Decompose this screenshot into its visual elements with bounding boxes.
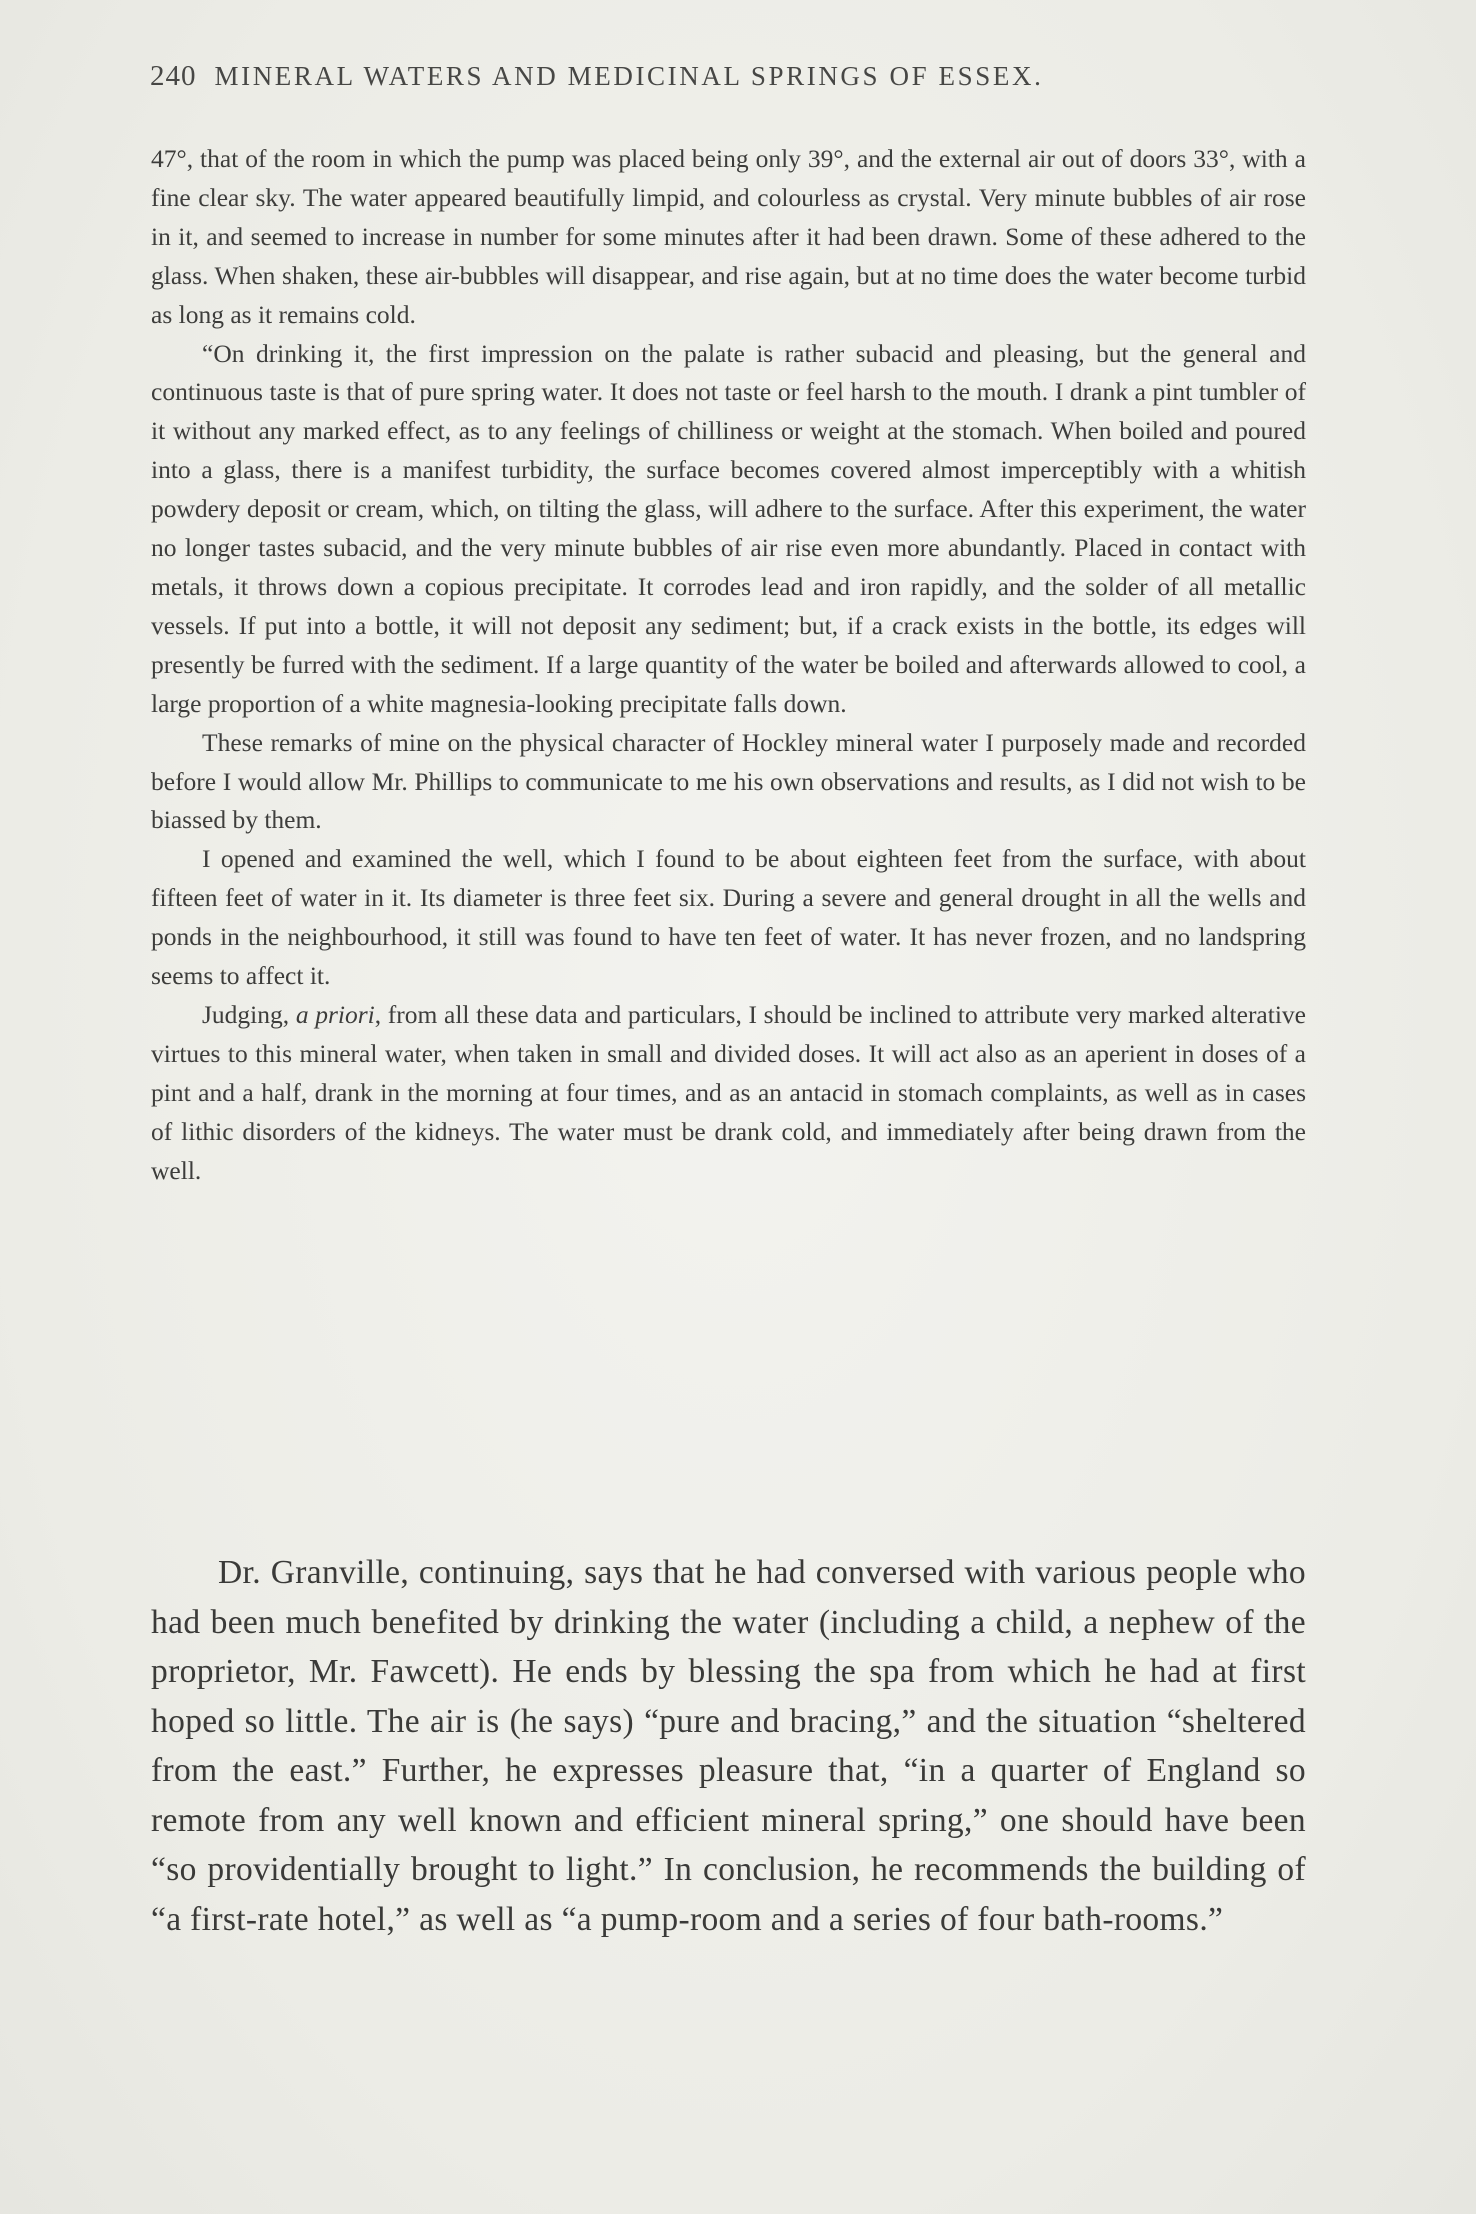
main-paragraph-1: Dr. Granville, continuing, says that he had conversed with various people who had been much benefited by drinking the water (including a child, a nephew of the proprietor, Mr. Fawcett). He ends by blessing the spa from which he had at first hoped so little. The air is (he says) “pure and bracing,” and the situation “sheltered from the east.” Further, he expresses pleasure that, “in a quarter of England so remote from any well known and efficient mineral spring,” one should have been “so providentially brought to light.” In conclusion, he recommends the building of “a first-rate hotel,” as well as “a pump-room and a series of four bath-rooms.” (151, 1554, 1306, 1938)
quoted-paragraph-3: These remarks of mine on the physical character of Hockley mineral water I purposely made and recorded before I would allow Mr. Phillips to communicate to me his own observations and results, as I did not wish to be biassed by them. (151, 727, 1306, 835)
running-title: MINERAL WATERS AND MEDICINAL SPRINGS OF ESSEX. (214, 61, 1044, 91)
judging-rest: , from all these data and particulars, I should be inclined to attribute very marked alterative virtues to this mineral water, when taken in small and divided doses. It will act also as an aperient in doses of a pint and a half, drank in the morning at four times, and as an antacid in stomach complaints, as well as in cases of lithic disorders of the kidneys. The water must be drank cold, and immediately after being drawn from the well. (151, 999, 1306, 1185)
main-body (151, 1548, 1306, 1944)
page-number: 240 (150, 60, 197, 92)
quoted-report (151, 140, 1306, 1190)
a-priori-italic: a priori (295, 999, 375, 1029)
quoted-paragraph-2: “On drinking it, the first impression on the palate is rather subacid and pleasing, but the general and continuous taste is that of pure spring water. It does not taste or feel harsh to the mouth. I drank a pint tumbler of it without any marked effect, as to any feelings of chilliness or weight at the stomach. When boiled and poured into a glass, there is a manifest turbidity, the surface becomes covered almost imperceptibly with a whitish powdery deposit or cream, which, on tilting the glass, will adhere to the surface. After this experiment, the water no longer tastes subacid, and the very minute bubbles of air rise even more abundantly. Placed in contact with metals, it throws down a copious precipitate. It corrodes lead and iron rapidly, and the solder of all metallic vessels. If put into a bottle, it will not deposit any sediment; but, if a crack exists in the bottle, its edges will presently be furred with the sediment. If a large quantity of the water be boiled and afterwards allowed to cool, a large proportion of a white magnesia-looking precipitate falls down. (151, 338, 1306, 718)
running-head (150, 60, 1320, 93)
quoted-paragraph-1: 47°, that of the room in which the pump was placed being only 39°, and the external air out of doors 33°, with a fine clear sky. The water appeared beautifully limpid, and colourless as crystal. Very minute bubbles of air rose in it, and seemed to increase in number for some minutes after it had been drawn. Some of these adhered to the glass. When shaken, these air-bubbles will disappear, and rise again, but at no time does the water become turbid as long as it remains cold. (151, 144, 1306, 329)
quoted-paragraph-5 (151, 996, 1306, 1191)
judging-lead: Judging, (202, 999, 296, 1029)
quoted-paragraph-4: I opened and examined the well, which I found to be about eighteen feet from the surface, with about fifteen feet of water in it. Its diameter is three feet six. During a severe and general drought in all the wells and ponds in the neighbourhood, it still was found to have ten feet of water. It has never frozen, and no landspring seems to affect it. (151, 844, 1306, 991)
